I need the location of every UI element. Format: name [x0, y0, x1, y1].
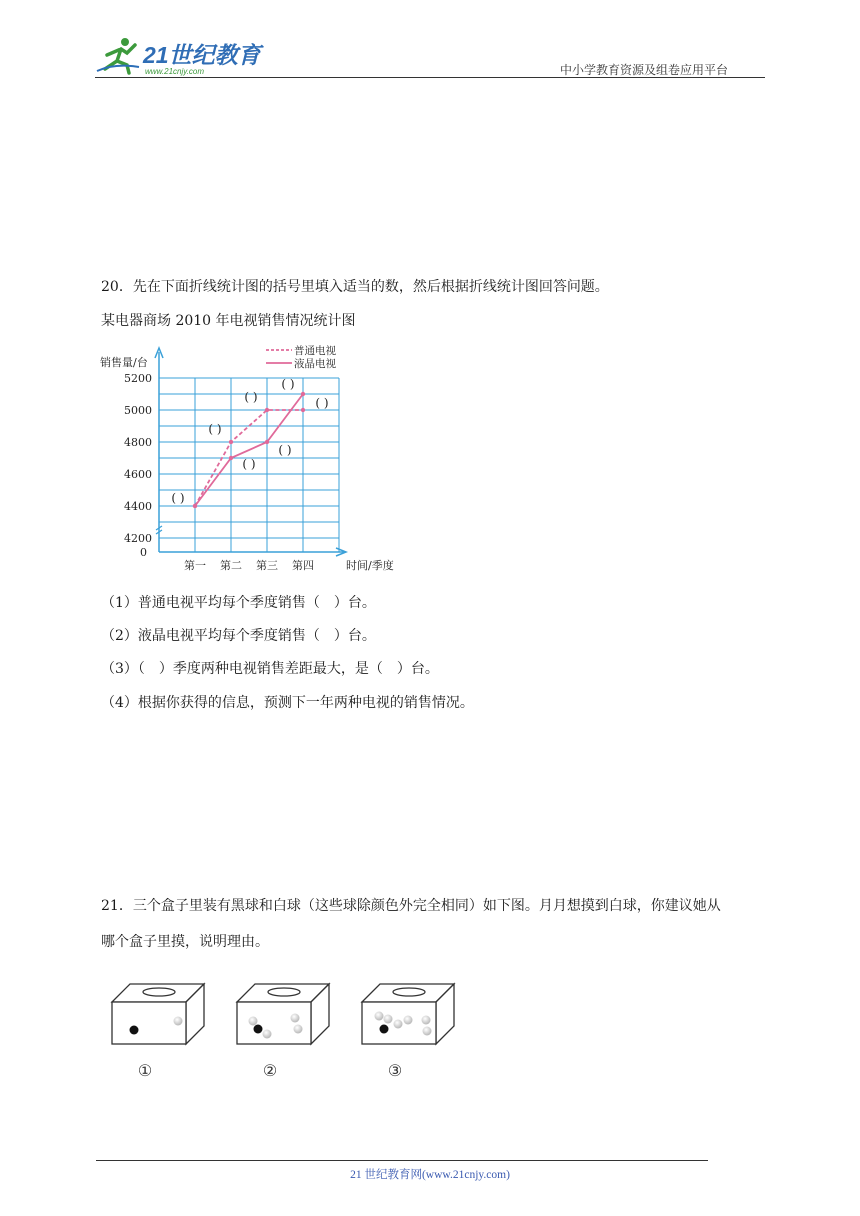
y-tick-label: 0: [140, 546, 147, 559]
x-tick-label: 第一: [184, 559, 206, 572]
box-label-1: ①: [137, 1061, 153, 1080]
white-ball: [291, 1014, 300, 1023]
answer-blank: ( ): [244, 390, 258, 404]
answer-blank: ( ): [315, 396, 329, 410]
question-21-stem-line1: 21．三个盒子里装有黑球和白球（这些球除颜色外完全相同）如下图。月月想摸到白球，你建议她从: [101, 898, 721, 914]
x-tick-label: 第二: [220, 559, 242, 572]
chart-title: 某电器商场 2010 年电视销售情况统计图: [101, 313, 356, 329]
data-point: [301, 408, 305, 412]
black-ball: [130, 1026, 139, 1035]
y-axis-label: 销售量/台: [100, 356, 148, 369]
x-tick-label: 第三: [256, 559, 278, 572]
sub-question-4: （4）根据你获得的信息，预测下一年两种电视的销售情况。: [101, 695, 474, 711]
black-ball: [380, 1025, 389, 1034]
white-ball: [249, 1017, 258, 1026]
platform-name: 中小学教育资源及组卷应用平台: [560, 63, 729, 77]
y-tick-label: 4600: [124, 468, 152, 481]
answer-blank: ( ): [242, 457, 256, 471]
sub-question-3: （3）（ ）季度两种电视销售差距最大，是（ ）台。: [101, 661, 439, 677]
data-point: [229, 440, 233, 444]
legend-label-lcd-tv: 液晶电视: [294, 358, 336, 370]
y-tick-label: 5000: [124, 404, 152, 417]
y-tick-label: 4200: [124, 532, 152, 545]
x-axis-label: 时间/季度: [346, 559, 394, 572]
y-tick-label: 4800: [124, 436, 152, 449]
header-divider: [95, 77, 765, 78]
data-point: [265, 408, 269, 412]
white-ball: [404, 1016, 413, 1025]
question-20-stem: 20．先在下面折线统计图的括号里填入适当的数，然后根据折线统计图回答问题。: [101, 279, 609, 295]
runner-logo-icon: [97, 38, 139, 73]
black-ball: [254, 1025, 263, 1034]
box-label-2: ②: [262, 1061, 278, 1080]
ball-boxes-figure: [104, 974, 474, 1088]
answer-blank: ( ): [281, 377, 295, 391]
data-point: [265, 440, 269, 444]
white-ball: [384, 1015, 393, 1024]
line-chart: [96, 338, 406, 582]
y-tick-label: 5200: [124, 372, 152, 385]
x-tick-label: 第四: [292, 559, 314, 572]
data-point: [193, 504, 197, 508]
box-2: [237, 984, 329, 1080]
white-ball: [375, 1012, 384, 1021]
data-point: [301, 392, 305, 396]
white-ball: [423, 1027, 432, 1036]
footer-text: 21 世纪教育网(www.21cnjy.com): [350, 1169, 510, 1181]
sub-question-2: （2）液晶电视平均每个季度销售（ ）台。: [101, 628, 376, 644]
box-1: [112, 984, 204, 1080]
answer-blank: ( ): [278, 443, 292, 457]
logo-text: 21世纪教育: [143, 42, 261, 68]
legend-label-regular-tv: 普通电视: [294, 345, 336, 357]
white-ball: [263, 1030, 272, 1039]
data-point: [229, 456, 233, 460]
sub-question-1: （1）普通电视平均每个季度销售（ ）台。: [101, 595, 376, 611]
white-ball: [394, 1020, 403, 1029]
white-ball: [422, 1016, 431, 1025]
question-21-stem-line2: 哪个盒子里摸，说明理由。: [101, 934, 269, 950]
answer-blank: ( ): [208, 422, 222, 436]
box-3: [362, 984, 454, 1080]
footer-divider: [96, 1160, 708, 1161]
logo-url: www.21cnjy.com: [145, 67, 204, 76]
site-logo: [95, 37, 265, 81]
white-ball: [294, 1025, 303, 1034]
box-label-3: ③: [387, 1061, 403, 1080]
answer-blank: ( ): [171, 491, 185, 505]
white-ball: [174, 1017, 183, 1026]
y-tick-label: 4400: [124, 500, 152, 513]
